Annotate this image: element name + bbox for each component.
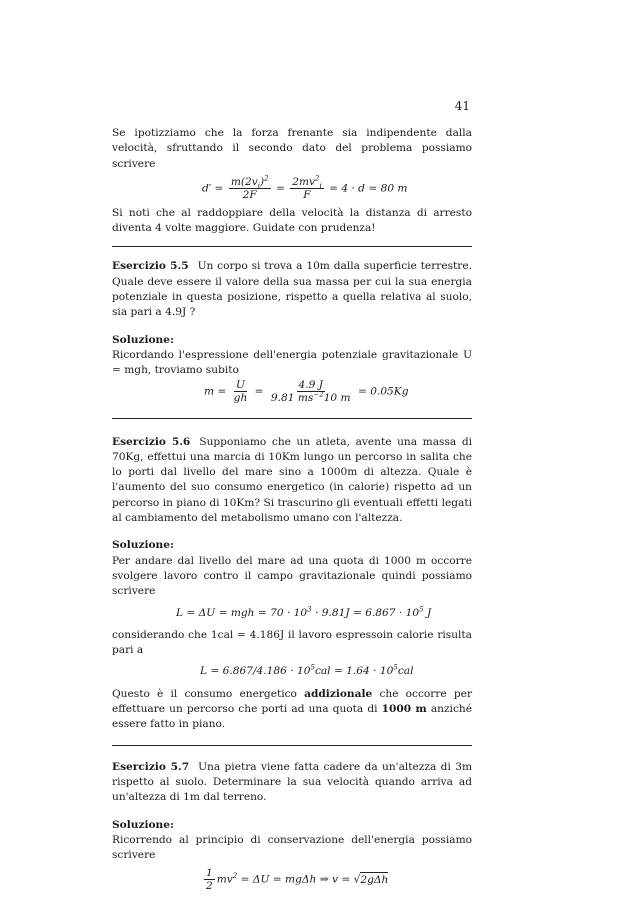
section-divider	[112, 418, 472, 419]
equation-braking-distance: d′ = $\frac{m(2v_i)^2}{2F}$ = $\frac{2mv^2_i}{F}$ = 4 · d = 80 m	[202, 174, 408, 201]
section-divider	[112, 246, 472, 247]
solution-text: Ricordando l'espressione dell'energia potenziale gravitazionale U = mgh, troviamo subito	[112, 348, 472, 377]
fraction: $\frac{U}{gh}$	[233, 378, 248, 404]
fraction: $\frac{1}{2}$	[206, 867, 213, 893]
page-content	[112, 126, 472, 897]
solution-text: Ricorrendo al principio di conservazione dell'energia possiamo scrivere	[112, 833, 472, 862]
equation-velocity: $\frac{1}{2}$ $mv^2 = \Delta U = mg\Delta h$ ⇒ v = √2gΔh	[206, 867, 389, 893]
section-divider	[112, 745, 472, 746]
fraction: $\frac{4.9 J}{9.81 ms^{-2}10 m}$	[270, 378, 351, 404]
exercise-5-5: Esercizio 5.5 Un corpo si trova a 10m dalla superficie terrestre. Quale deve essere il valore della sua massa per cui la sua energia potenziale in questa posizione, rispetto a quella relativa al suolo, sia pari a 4.9J ?	[112, 260, 472, 319]
equation-work: L = ΔU = mgh = $70 \cdot 10^3 \cdot 9.81J = 6.867 \cdot 10^5$ J	[176, 605, 432, 619]
page-number: 41	[454, 99, 470, 113]
solution-heading: Soluzione:	[112, 333, 174, 346]
intro-paragraph: Se ipotizziamo che la forza frenante sia indipendente dalla velocità, sfruttando il secondo dato del problema possiamo scrivere	[112, 127, 472, 170]
conversion-text: considerando che 1cal = 4.186J il lavoro espressoin calorie risulta pari a	[112, 628, 472, 657]
exercise-heading: Esercizio 5.7	[112, 760, 190, 773]
solution-conclusion: Questo è il consumo energetico addizionale che occorre per effettuare un percorso che porti ad una quota di 1000 m anziché essere fatto in piano.	[112, 687, 473, 731]
exercise-heading: Esercizio 5.5	[112, 260, 189, 273]
equation-calories: $L = 6.867/4.186 \cdot 10^5cal = 1.64 \cdot 10^5cal$	[200, 663, 414, 678]
exercise-5-7: Esercizio 5.7 Una pietra viene fatta cadere da un'altezza di 3m rispetto al suolo. Determinare la sua velocità quando arriva ad un'altezza di 1m dal terreno.	[112, 760, 472, 804]
exercise-5-6: Esercizio 5.6 Supponiamo che un atleta, avente una massa di 70Kg, effettui una marcia di 10Km lungo un percorso in salita che lo porti dal livello del mare sino a 1000m di altezza. Quale è l'aumento del suo consumo energetico (in calorie) rispetto ad un percorso in piano di 10Km? Si trascurino gli eventuali effetti legati al cambiamento del metabolismo umano con l'altezza.	[112, 435, 472, 525]
exercise-heading: Esercizio 5.6	[112, 435, 191, 448]
fraction: $\frac{m(2v_i)^2}{2F}$	[230, 174, 269, 201]
intro-conclusion: Si noti che al raddoppiare della velocità la distanza di arresto diventa 4 volte maggiore. Guidate con prudenza!	[112, 206, 472, 235]
solution-heading: Soluzione:	[112, 818, 174, 831]
equation-mass: m = $\frac{U}{gh}$ = $\frac{4.9 J}{9.81 ms^{-2}10 m}$ = 0.05Kg	[204, 378, 409, 404]
fraction: $\frac{2mv^2_i}{F}$	[292, 174, 322, 201]
solution-heading: Soluzione:	[112, 539, 174, 552]
solution-text: Per andare dal livello del mare ad una quota di 1000 m occorre svolgere lavoro contro il campo gravitazionale quindi possiamo scrivere	[112, 554, 472, 598]
